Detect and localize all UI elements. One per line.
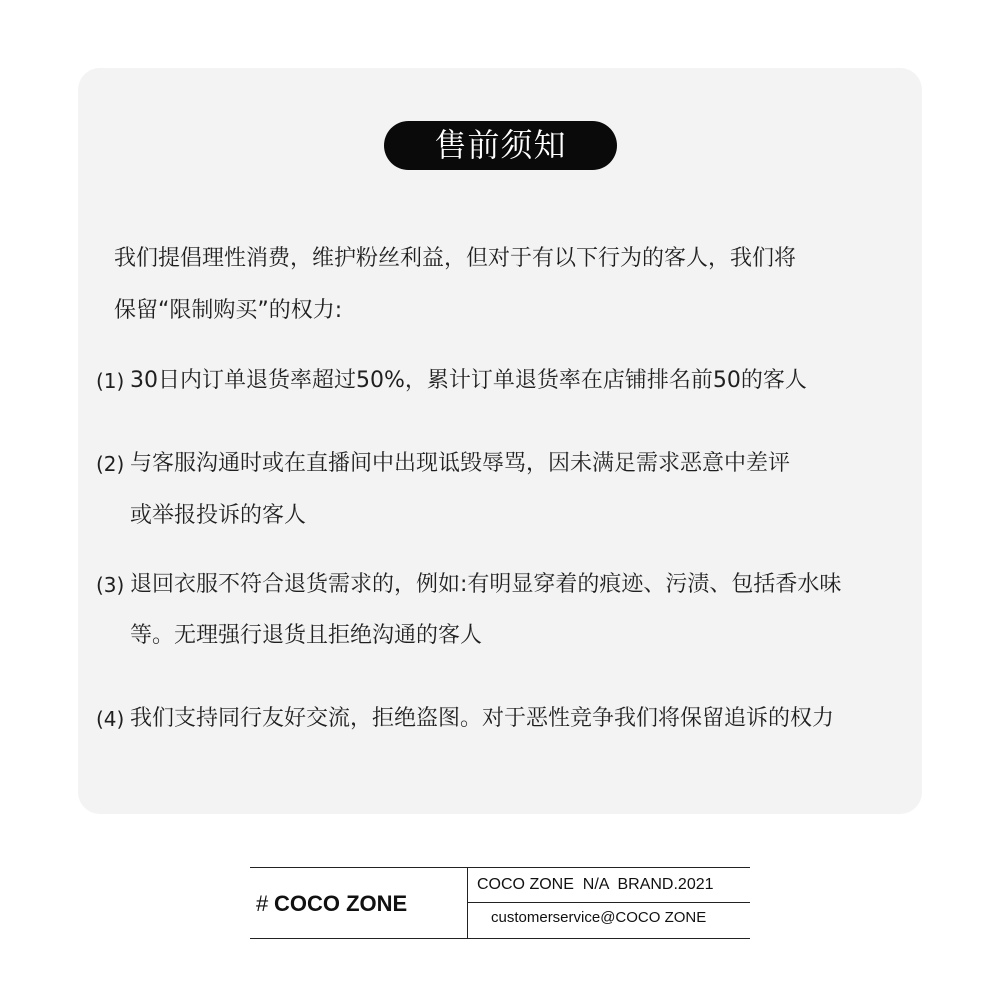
item-4-line-1: 我们支持同行友好交流，拒绝盗图。对于恶性竞争我们将保留追诉的权力 (130, 706, 835, 731)
footer-brand-tagline: COCO ZONE N/A BRAND.2021 (477, 876, 714, 893)
footer-bottom-rule (250, 938, 750, 939)
notice-card (78, 68, 922, 814)
item-3-line-2: 等。无理强行退货且拒绝沟通的客人 (130, 623, 483, 648)
footer-brand-name: COCO ZONE (274, 891, 408, 916)
item-2-line-2: 或举报投诉的客人 (130, 503, 307, 528)
item-3-line-1: 退回衣服不符合退货需求的，例如:有明显穿着的痕迹、污渍、包括香水味 (130, 572, 842, 597)
item-2-marker: (2) (96, 452, 125, 476)
item-2-line-1: 与客服沟通时或在直播间中出现诋毁辱骂，因未满足需求恶意中差评 (130, 451, 791, 476)
item-4-marker: (4) (96, 707, 125, 731)
intro-line-1: 我们提倡理性消费，维护粉丝利益，但对于有以下行为的客人，我们将 (114, 246, 797, 271)
footer-middle-rule (467, 902, 750, 903)
footer-top-rule (250, 867, 750, 868)
footer-hash-symbol: # (256, 891, 269, 916)
footer-divider (467, 867, 468, 939)
intro-line-2: 保留“限制购买”的权力: (114, 298, 343, 323)
footer-contact-email: customerservice@COCO ZONE (491, 909, 707, 926)
item-3-marker: (3) (96, 573, 125, 597)
item-1-line-1: 30日内订单退货率超过50%，累计订单退货率在店铺排名前50的客人 (130, 368, 807, 393)
item-1-marker: (1) (96, 369, 125, 393)
page-title: 售前须知 (384, 121, 617, 170)
